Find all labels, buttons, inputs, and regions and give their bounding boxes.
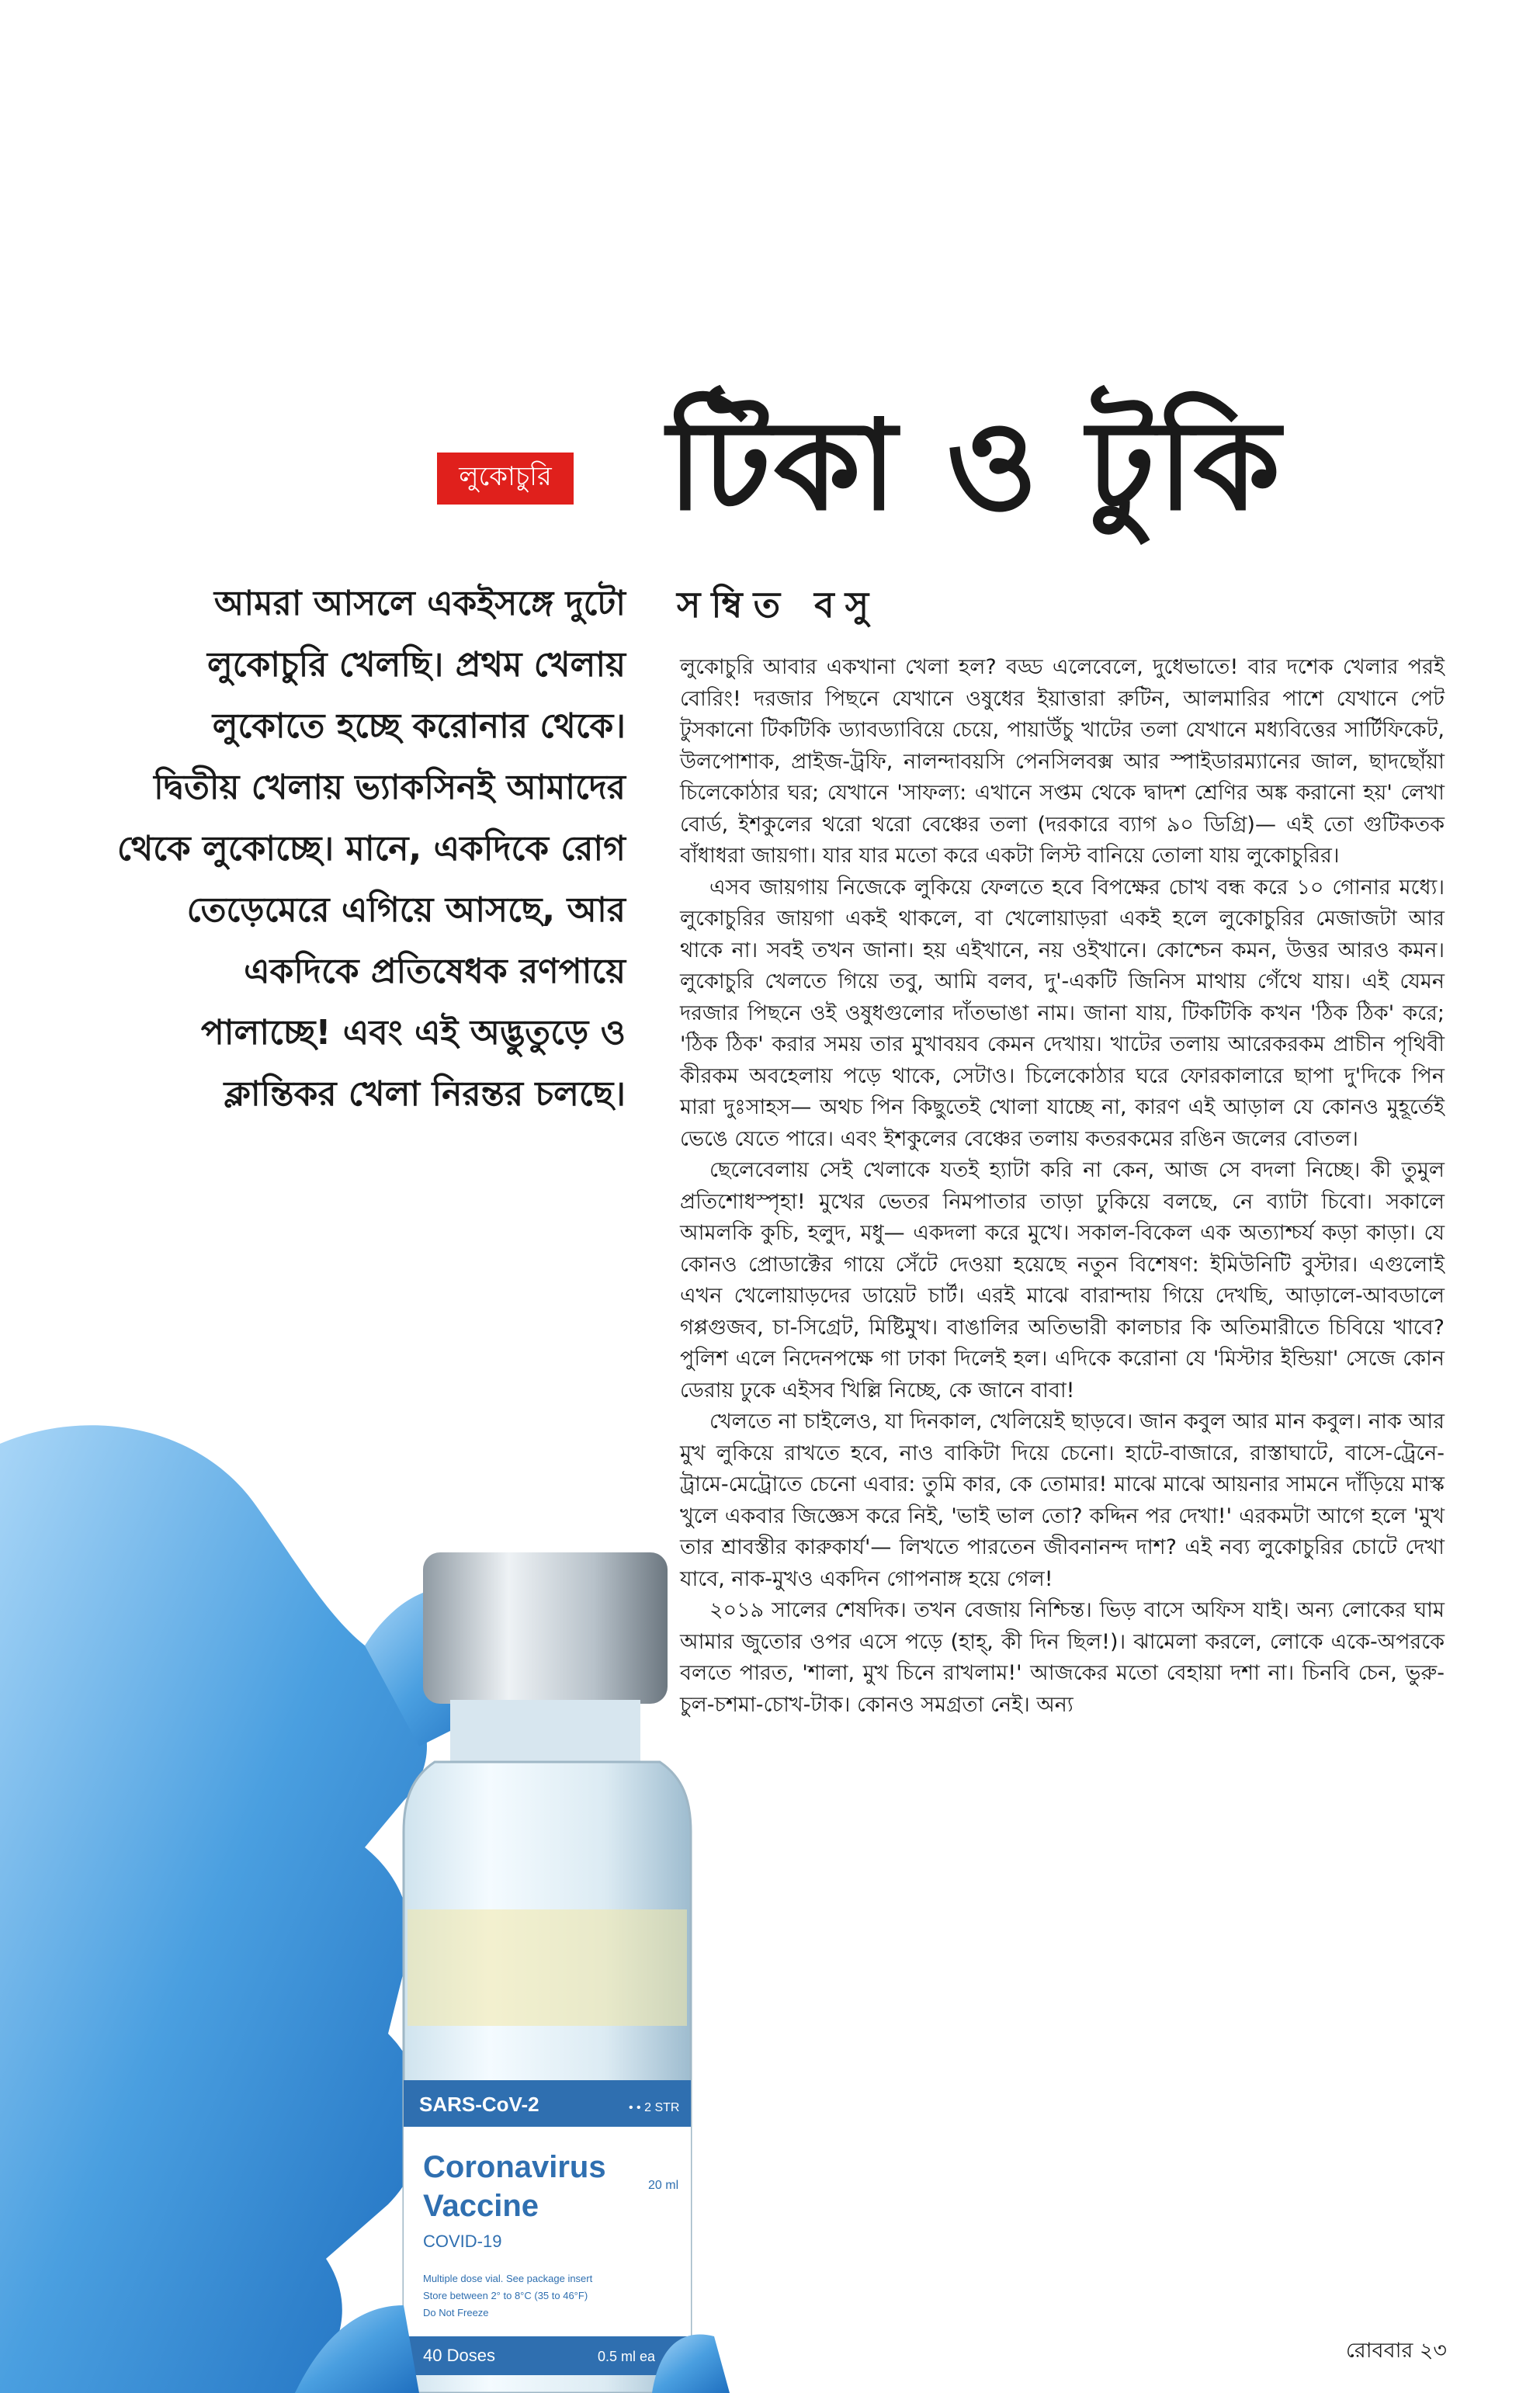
byline: সম্বিত বসু (677, 584, 880, 626)
vial-note1: Multiple dose vial. See package insert (423, 2273, 593, 2284)
glove-hand (0, 1425, 427, 2393)
vial-liquid (408, 1909, 687, 2026)
vial-cap (423, 1552, 668, 1704)
vial-doses: 40 Doses (423, 2346, 495, 2365)
vial-name-line1: Coronavirus (423, 2150, 606, 2184)
vial-side: 20 ml (648, 2179, 679, 2192)
headline: টিকা ও টুকি (668, 393, 1284, 538)
vial-sub: COVID-19 (423, 2232, 502, 2251)
page-folio: রোববার ২৩ (1345, 2339, 1447, 2363)
vial-note2: Store between 2° to 8°C (35 to 46°F) (423, 2290, 588, 2301)
article-body (680, 652, 1445, 1721)
vial-volume: 0.5 ml ea (598, 2349, 656, 2364)
vial-label-top-right: • • 2 STR (629, 2101, 680, 2114)
vial-name-line2: Vaccine (423, 2189, 539, 2223)
vial-neck (450, 1700, 640, 1762)
vial-label-top: SARS-CoV-2 (419, 2093, 539, 2116)
paragraph: এসব জায়গায় নিজেকে লুকিয়ে ফেলতে হবে বিপক্ষের চোখ বন্ধ করে ১০ গোনার মধ্যে। লুকোচুরির জায়গা একই থাকলে, বা খেলোয়াড়রা একই হলে লুকোচুরির মেজাজটা আর থাকে না। সবই তখন জানা। হয় এইখানে, নয় ওইখানে। কোশ্চেন কমন, উত্তর আরও কমন। লুকোচুরি খেলতে গিয়ে তবু, আমি বলব, দু'-একটি জিনিস মাথায় গেঁথে যায়। এই যেমন দরজার পিছনে ওই ওষুধগুলোর দাঁতভাঙা নাম। জানা যায়, টিকটিকি কখন 'ঠিক ঠিক' করে; 'ঠিক ঠিক' করার সময় তার মুখাবয়ব কেমন দেখায়। খাটের তলায় আরেকরকম প্রাচীন পৃথিবী কীরকম অবহেলায় পড়ে থাকে, সেটাও। চিলেকোঠার ঘরে ফোরকালারে ছাপা দু'দিকে পিন মারা দুঃসাহস— অথচ পিন কিছুতেই খোলা যাচ্ছে না, কারণ এই আড়াল যে কোনও মুহূর্তেই ভেঙে যেতে পারে। এবং ইশকুলের বেঞ্চের তলায় কতরকমের রঙিন জলের বোতল। (680, 875, 1445, 1151)
paragraph: ২০১৯ সালের শেষদিক। তখন বেজায় নিশ্চিন্ত। ভিড় বাসে অফিস যাই। অন্য লোকের ঘাম আমার জুতোর ওপর এসে পড়ে (হাহ্, কী দিন ছিল!)। ঝামেলা করলে, লোকে একে-অপরকে বলতে পারত, 'শালা, মুখ চিনে রাখলাম!' আজকের মতো বেহায়া দশা না। চিনবি চেন, ভুরু-চুল-চশমা-চোখ-টাক। কোনও সমগ্রতা নেই। অন্য (680, 1598, 1445, 1717)
vaccine-vial-photo (0, 1413, 730, 2393)
paragraph: ছেলেবেলায় সেই খেলাকে যতই হ্যাটা করি না কেন, আজ সে বদলা নিচ্ছে। কী তুমুল প্রতিশোধস্পৃহা! মুখের ভেতর নিমপাতার তাড়া ঢুকিয়ে বলছে, নে ব্যাটা চিবো। সকালে আমলকি কুচি, হলুদ, মধু— একদলা করে মুখে। সকাল-বিকেল এক অত্যাশ্চর্য কড়া কাড়া। যে কোনও প্রোডাক্টের গায়ে সেঁটে দেওয়া হয়েছে নতুন বিশেষণ: ইমিউনিটি বুস্টার। এগুলোই এখন খেলোয়াড়দের ডায়েট চার্ট। এরই মাঝে বারান্দায় গিয়ে দেখছি, আড়ালে-আবডালে গপ্পগুজব, চা-সিগ্রেট, মিষ্টিমুখ। বাঙালির অতিভারী কালচার কি অতিমারীতে চিবিয়ে খাবে? পুলিশ এলে নিদেনপক্ষে গা ঢাকা দিলেই হল। এদিকে করোনা যে 'মিস্টার ইন্ডিয়া' সেজে কোন ডেরায় ঢুকে এইসব খিল্লি নিচ্ছে, কে জানে বাবা! (680, 1158, 1445, 1403)
paragraph: লুকোচুরি আবার একখানা খেলা হল? বড্ড এলেবেলে, দুধেভাতে! বার দশেক খেলার পরই বোরিং! দরজার পিছনে যেখানে ওষুধের ইয়াত্তারা রুটিন, আলমারির পাশে যেখানে পেট টুসকানো টিকটিকি ড্যাবড্যাবিয়ে চেয়ে, পায়াউঁচু খাটের তলা যেখানে মধ্যবিত্তের সার্টিফিকেট, উলপোশাক, প্রাইজ-ট্রফি, নালন্দাবয়সি পেনসিলবক্স আর স্পাইডারম্যানের জাল, ছাদছোঁয়া চিলেকোঠার ঘর; যেখানে 'সাফল্য: এখানে সপ্তম থেকে দ্বাদশ শ্রেণির অঙ্ক করানো হয়' লেখা বোর্ড, ইশকুলের থরো থরো বেঞ্চের তলা (দরকারে ব্যাগ ৯০ ডিগ্রি)— এই তো গুটিকতক বাঁধাধরা জায়গা। যার যার মতো করে একটা লিস্ট বানিয়ে তোলা যায় লুকোচুরির। (680, 655, 1445, 868)
pull-quote: আমরা আসলে একইসঙ্গে দুটো লুকোচুরি খেলছি। প্রথম খেলায় লুকোতে হচ্ছে করোনার থেকে। দ্বিতীয় খেলায় ভ্যাকসিনই আমাদের থেকে লুকোচ্ছে। মানে, একদিকে রোগ তেড়েমেরে এগিয়ে আসছে, আর একদিকে প্রতিষেধক রণপায়ে পালাচ্ছে! এবং এই অদ্ভুতুড়ে ও ক্লান্তিকর খেলা নিরন্তর চলছে। (116, 584, 626, 1114)
paragraph: খেলতে না চাইলেও, যা দিনকাল, খেলিয়েই ছাড়বে। জান কবুল আর মান কবুল। নাক আর মুখ লুকিয়ে রাখতে হবে, নাও বাকিটা দিয়ে চেনো। হাটে-বাজারে, রাস্তাঘাটে, বাসে-ট্রেনে-ট্রামে-মেট্রোতে চেনো এবার: তুমি কার, কে তোমার! মাঝে মাঝে আয়নার সামনে দাঁড়িয়ে মাস্ক খুলে একবার জিজ্ঞেস করে নিই, 'ভাই ভাল তো? কদ্দিন পর দেখা!' এরকমটা আগে হলে 'মুখ তার শ্রাবস্তীর কারুকার্য'— লিখতে পারতেন জীবনানন্দ দাশ? এই নব্য লুকোচুরির চোটে দেখা যাবে, নাক-মুখও একদিন গোপনাঙ্গ হয়ে গেল! (680, 1410, 1445, 1591)
vial-note3: Do Not Freeze (423, 2307, 489, 2318)
section-tag: লুকোচুরি (437, 453, 574, 505)
